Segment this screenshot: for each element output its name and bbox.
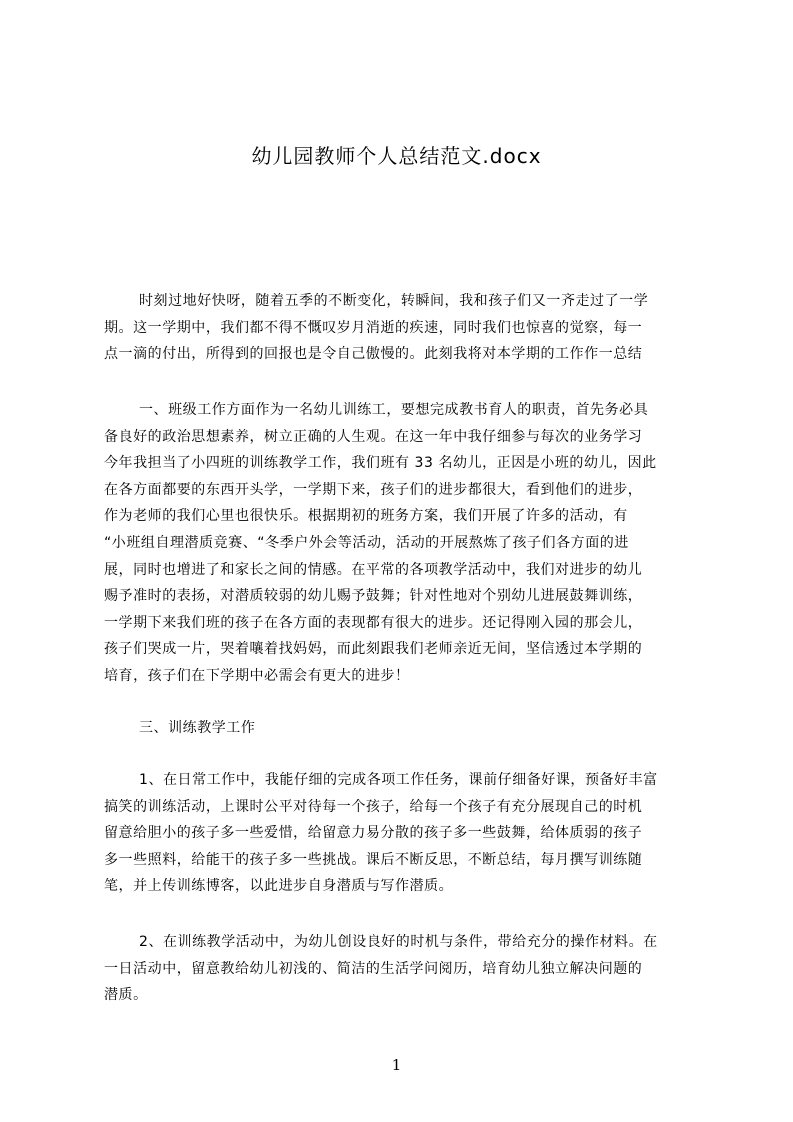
text-line: 孩子们哭成一片，哭着嚷着找妈妈，而此刻跟我们老师亲近无间，坚信透过本学期的 — [104, 641, 643, 658]
text-line: 一日活动中，留意教给幼儿初浅的、简洁的生活学问阅历，培育幼儿独立解决问题的 — [104, 960, 643, 977]
text-line: 作为老师的我们心里也很快乐。根据期初的班务方案，我们开展了许多的活动，有 — [104, 508, 628, 525]
text-line: 1、在日常工作中，我能仔细的完成各项工作任务，课前仔细备好课，预备好丰富 — [139, 772, 658, 788]
text-line: 多一些照料，给能干的孩子多一些挑战。课后不断反思，不断总结，每月撰写训练随 — [104, 851, 643, 868]
text-line: 期。这一学期中，我们都不得不慨叹岁月消逝的疾速，同时我们也惊喜的觉察，每一 — [104, 319, 643, 336]
text-line: 备良好的政治思想素养，树立正确的人生观。在这一年中我仔细参与每次的业务学习 — [104, 428, 643, 445]
text-line: 今年我担当了小四班的训练教学工作，我们班有 33 名幼儿，正因是小班的幼儿，因此 — [104, 455, 657, 472]
text-line: “小班组自理潜质竞赛、“冬季户外会等活动，活动的开展熬炼了孩子们各方面的进 — [104, 534, 629, 551]
text-line: 展，同时也增进了和家长之间的情感。在平常的各项教学活动中，我们对进步的幼儿 — [104, 561, 643, 578]
paragraph-teaching-activities — [104, 929, 700, 1009]
section-heading: 三、训练教学工作 — [139, 720, 256, 736]
text-line: 2、在训练教学活动中，为幼儿创设良好的时机与条件，带给充分的操作材料。在 — [139, 934, 658, 950]
text-line: 搞笑的训练活动，上课时公平对待每一个孩子，给每一个孩子有充分展现自己的时机 — [104, 798, 643, 815]
text-line: 赐予准时的表扬，对潜质较弱的幼儿赐予鼓舞；针对性地对个别幼儿进展鼓舞训练， — [104, 588, 643, 605]
document-title: 幼儿园教师个人总结范文.docx — [251, 144, 542, 168]
paragraph-class-work — [104, 397, 700, 690]
text-line: 一、班级工作方面作为一名幼儿训练工，要想完成教书育人的职责，首先务必具 — [139, 402, 649, 418]
text-line: 点一滴的付出，所得到的回报也是令自己傲慢的。此刻我将对本学期的工作作一总结 — [104, 346, 643, 363]
paragraph-intro — [104, 288, 700, 368]
text-line: 时刻过地好快呀，随着五季的不断变化，转瞬间，我和孩子们又一齐走过了一学 — [139, 293, 649, 309]
page-number: 1 — [391, 1056, 402, 1074]
text-line: 留意给胆小的孩子多一些爱惜，给留意力易分散的孩子多一些鼓舞，给体质弱的孩子 — [104, 825, 643, 842]
text-line: 笔，并上传训练博客，以此进步自身潜质与写作潜质。 — [104, 878, 454, 895]
text-line: 一学期下来我们班的孩子在各方面的表现都有很大的进步。还记得刚入园的那会儿， — [104, 614, 643, 631]
section-heading-teaching — [104, 715, 700, 742]
text-line: 在各方面都要的东西开头学，一学期下来，孩子们的进步都很大，看到他们的进步， — [104, 481, 643, 498]
text-line: 潜质。 — [104, 987, 148, 1004]
paragraph-daily-work — [104, 767, 700, 900]
text-line: 培育，孩子们在下学期中必需会有更大的进步！ — [104, 667, 410, 684]
